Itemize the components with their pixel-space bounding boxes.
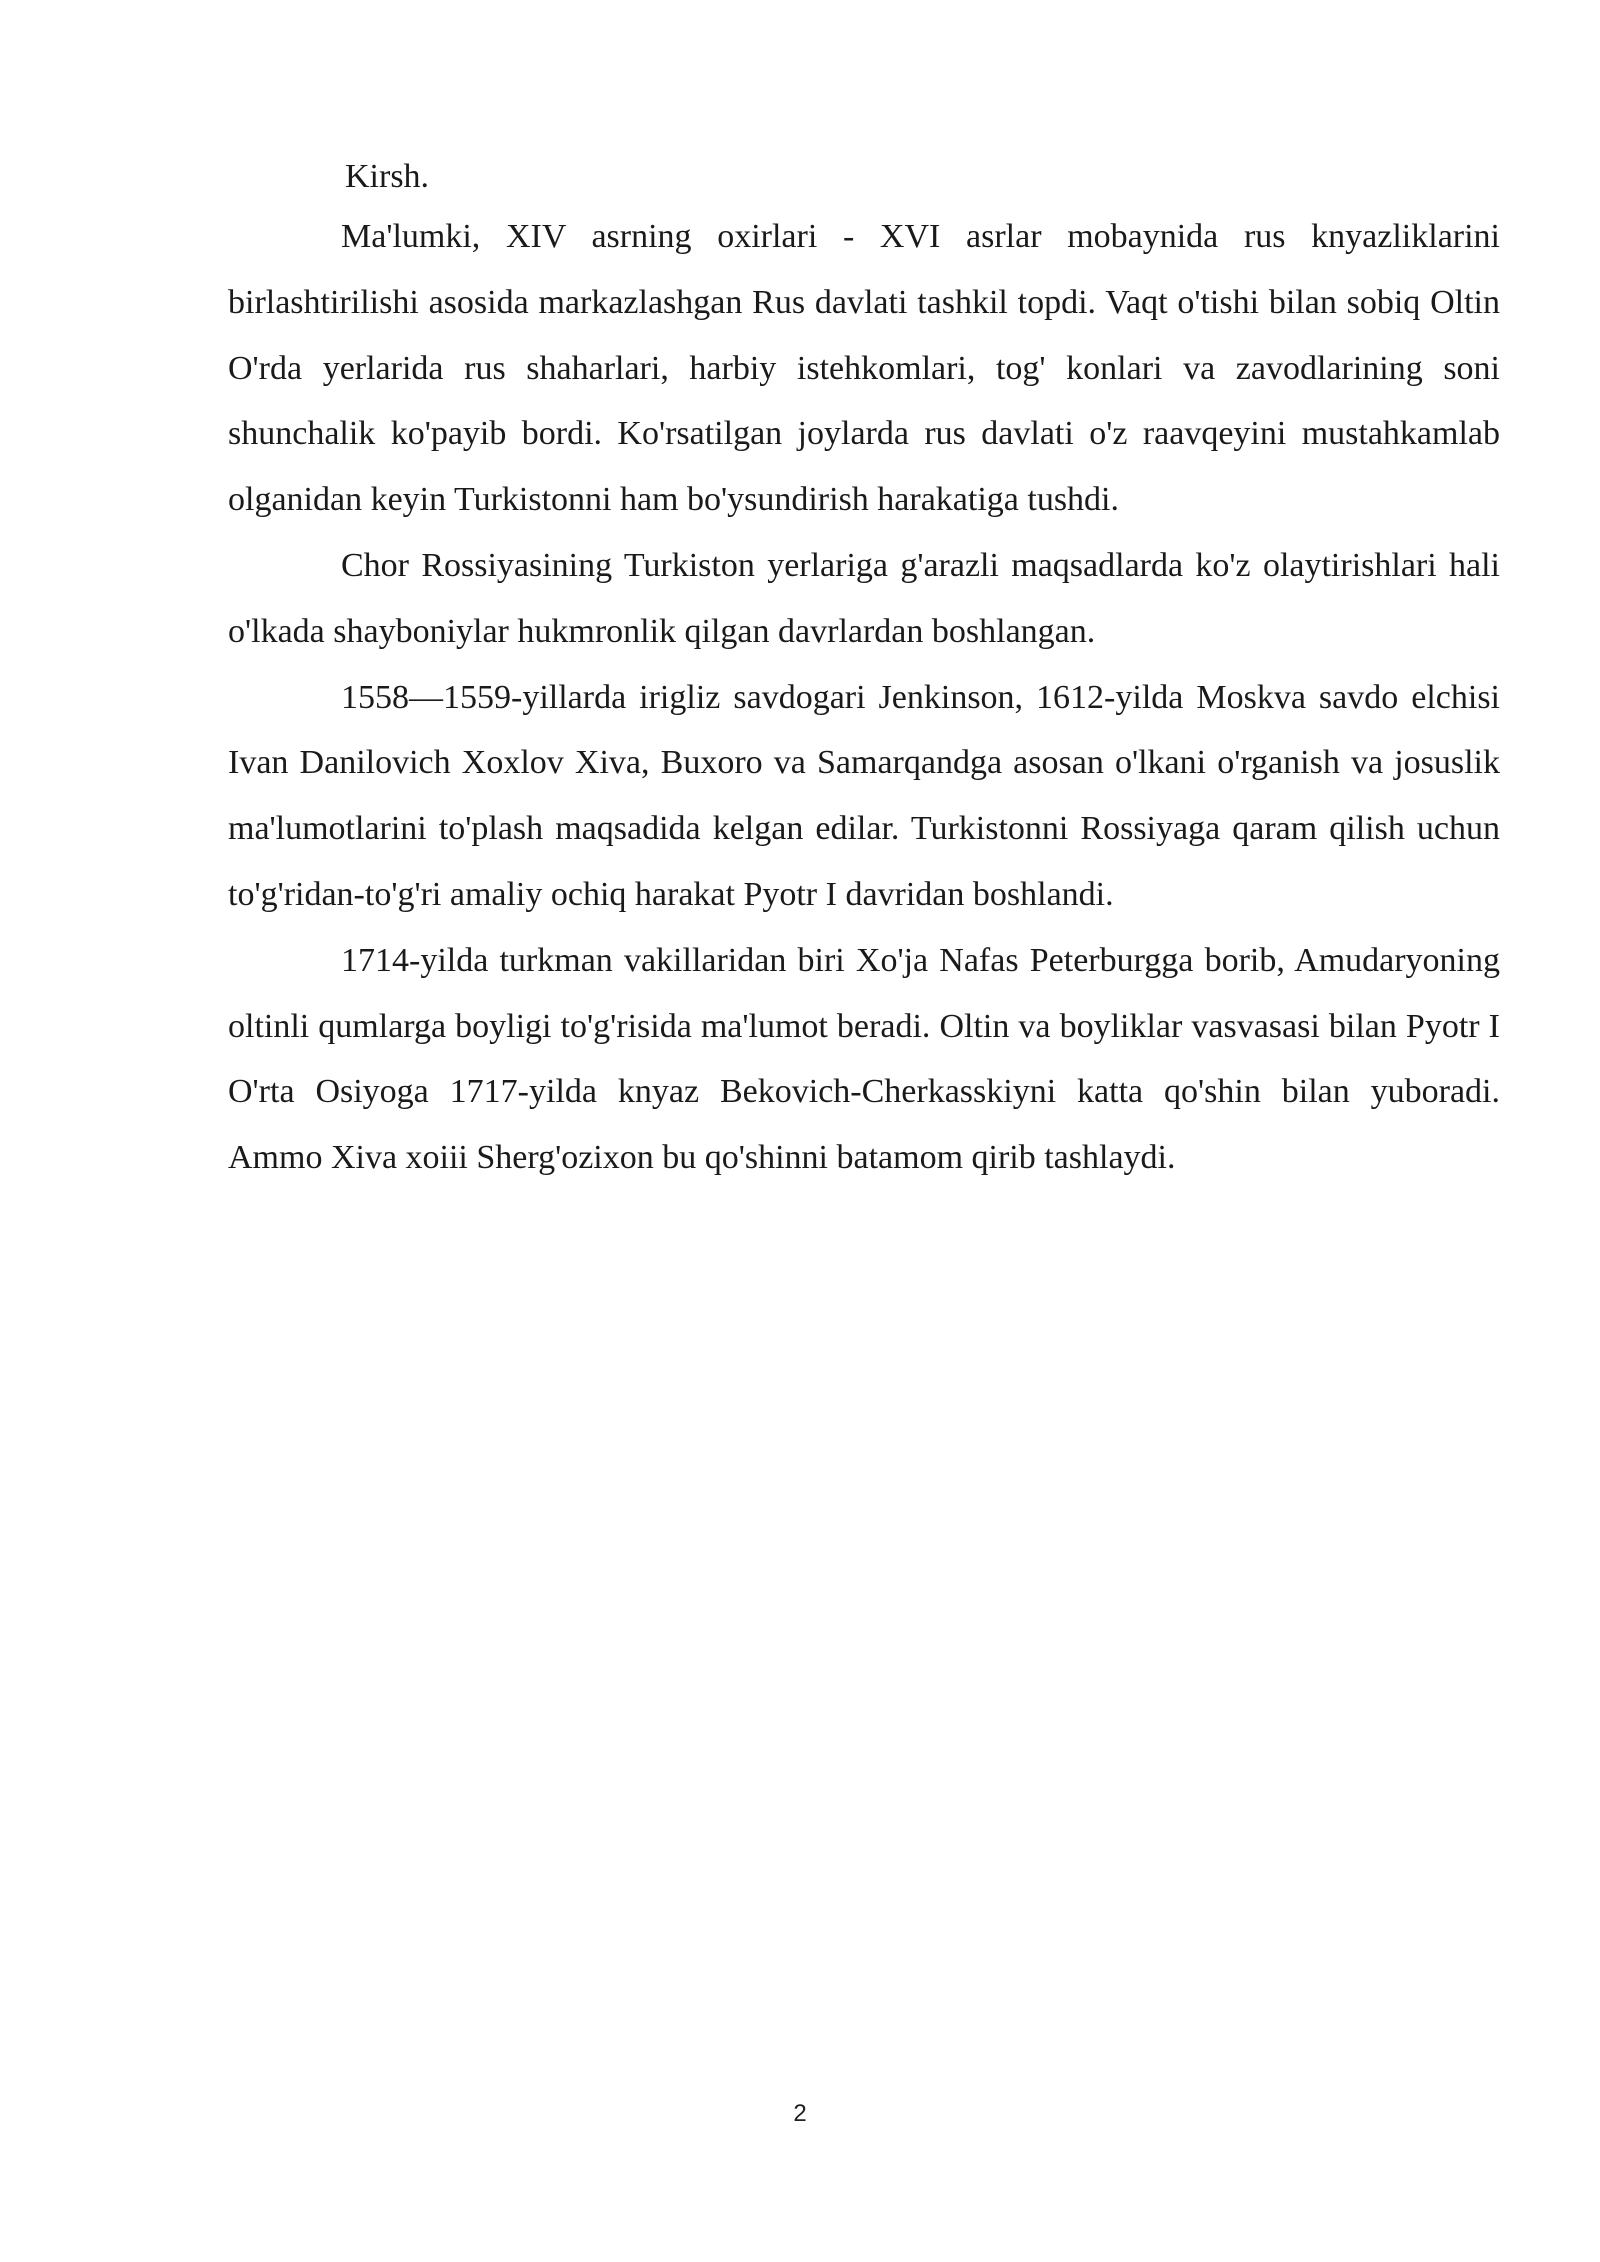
section-heading: Kirsh. [345, 158, 430, 195]
paragraph-3: 1558—1559-yillarda irigliz savdogari Jenkinson, 1612-yilda Moskva savdo elchisi Ivan Danilovich Xoxlov Xiva, Buxoro va Samarqandga asosan o'lkani o'rganish va josuslik ma'lumotlarini to'plash maqsadida kelgan edilar. Turkistonni Rossiyaga qaram qilish uchun to'g'ridan-to'g'ri amaliy ochiq harakat Pyotr I davridan boshlandi. [228, 678, 1500, 913]
paragraph-4: 1714-yilda turkman vakillaridan biri Xo'ja Nafas Peterburgga borib, Amudaryoning oltinli qumlarga boyligi to'g'risida ma'lumot beradi. Oltin va boyliklar vasvasasi bilan Pyotr I O'rta Osiyoga 1717-yilda knyaz Bekovich-Cherkasskiyni katta qo'shin bilan yuboradi. Ammo Xiva xoiii Sherg'ozixon bu qo'shinni batamom qirib tashlaydi. [228, 941, 1500, 1177]
page-content [228, 150, 1500, 1191]
page-number: 2 [793, 2100, 807, 2127]
paragraph-2: Chor Rossiyasining Turkiston yerlariga g'arazli maqsadlarda ko'z olaytirishlari hali o'lkada shayboniylar hukmronlik qilgan davrlardan boshlangan. [228, 546, 1500, 650]
paragraph-1: Ma'lumki, XIV asrning oxirlari - XVI asrlar mobaynida rus knyazliklarini birlashtirilishi asosida markazlashgan Rus davlati tashkil topdi. Vaqt o'tishi bilan sobiq Oltin O'rda yerlarida rus shaharlari, harbiy istehkomlari, tog' konlari va zavodlarining soni shunchalik ko'payib bordi. Ko'rsatilgan joylarda rus davlati o'z raavqeyini mustahkamlab olganidan keyin Turkistonni ham bo'ysundirish harakatiga tushdi. [228, 218, 1500, 519]
